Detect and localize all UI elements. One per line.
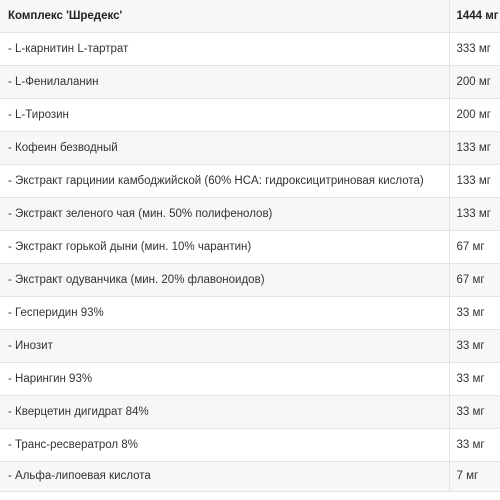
table-header-row [0,0,500,32]
ingredient-amount: 333 мг [449,32,500,65]
table-row [0,395,500,428]
table-row [0,164,500,197]
ingredient-name: - Кверцетин дигидрат 84% [0,395,449,428]
ingredient-amount: 33 мг [449,395,500,428]
ingredient-amount: 33 мг [449,362,500,395]
ingredient-amount: 7 мг [449,461,500,491]
ingredient-amount: 33 мг [449,296,500,329]
table-row [0,65,500,98]
ingredient-name: - L-карнитин L-тартрат [0,32,449,65]
ingredient-amount: 200 мг [449,65,500,98]
table-row [0,197,500,230]
ingredient-amount: 67 мг [449,263,500,296]
ingredient-amount: 200 мг [449,98,500,131]
ingredient-amount: 133 мг [449,164,500,197]
table-row [0,428,500,461]
ingredient-name: - Кофеин безводный [0,131,449,164]
ingredient-name: - Экстракт горькой дыни (мин. 10% чарантин) [0,230,449,263]
table-row [0,131,500,164]
ingredient-name: - Экстракт зеленого чая (мин. 50% полифенолов) [0,197,449,230]
ingredient-amount: 133 мг [449,197,500,230]
table-row [0,263,500,296]
table-row [0,296,500,329]
table-row [0,362,500,395]
ingredient-amount: 33 мг [449,329,500,362]
ingredient-amount: 133 мг [449,131,500,164]
ingredient-name: - Инозит [0,329,449,362]
ingredient-amount: 67 мг [449,230,500,263]
table-row [0,461,500,491]
table-row [0,98,500,131]
complex-amount: 1444 мг [449,0,500,32]
ingredient-name: - Экстракт одуванчика (мин. 20% флавоноидов) [0,263,449,296]
complex-name: Комплекс 'Шредекс' [0,0,449,32]
ingredient-name: - Транс-ресвератрол 8% [0,428,449,461]
ingredient-name: - L-Фенилаланин [0,65,449,98]
ingredient-name: - Экстракт гарцинии камбоджийской (60% HCA: гидроксицитриновая кислота) [0,164,449,197]
table-row [0,230,500,263]
table-row [0,32,500,65]
ingredient-name: - Гесперидин 93% [0,296,449,329]
ingredient-name: - Альфа-липоевая кислота [0,461,449,491]
table-row [0,329,500,362]
ingredient-amount: 33 мг [449,428,500,461]
ingredient-name: - L-Тирозин [0,98,449,131]
ingredient-name: - Нарингин 93% [0,362,449,395]
